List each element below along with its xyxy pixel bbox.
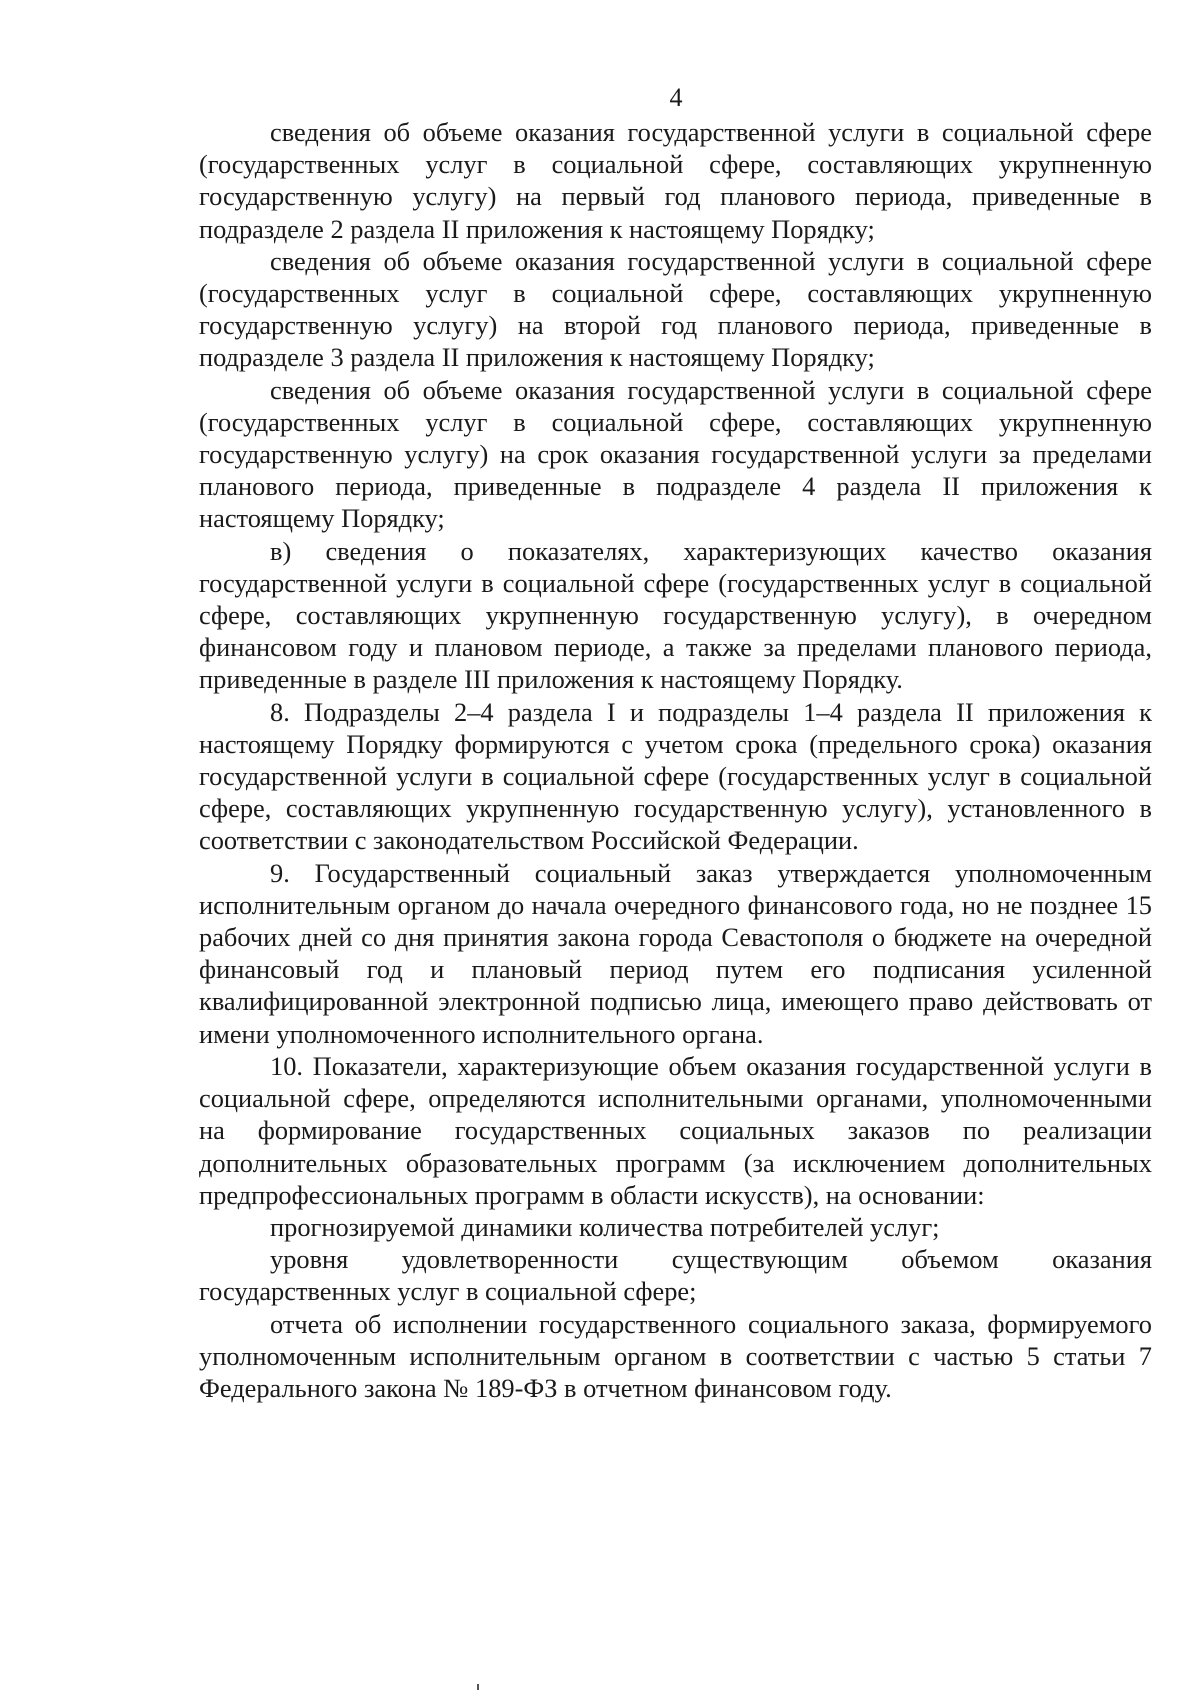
paragraph-item-8: 8. Подразделы 2–4 раздела I и подразделы 1–4 раздела II приложения к настоящему Порядку формируются с учетом срока (предельного срока) оказания государственной услуги в социальной сфере (государственных услуг в социальной сфере, составляющих укрупненную государственную услугу), установленного в соответствии с законодательством Российской Федерации.: [199, 696, 1152, 856]
scan-mark: [477, 1684, 479, 1690]
paragraph-item-10: 10. Показатели, характеризующие объем оказания государственной услуги в социальной сфере, определяются исполнительными органами, уполномоченными на формирование государственных социальных заказов по реализации дополнительных образовательных программ (за исключением дополнительных предпрофессиональных программ в области искусств), на основании:: [199, 1050, 1152, 1210]
paragraph-volume-second-year: сведения об объеме оказания государственной услуги в социальной сфере (государственных услуг в социальной сфере, составляющих укрупненную государственную услугу) на второй год планового периода, приведенные в подразделе 3 раздела II приложения к настоящему Порядку;: [199, 245, 1152, 373]
paragraph-volume-first-year: сведения об объеме оказания государственной услуги в социальной сфере (государственных услуг в социальной сфере, составляющих укрупненную государственную услугу) на первый год планового периода, приведенные в подразделе 2 раздела II приложения к настоящему Порядку;: [199, 117, 1152, 244]
page-number: 4: [669, 83, 683, 112]
paragraph-forecast-dynamics: прогнозируемой динамики количества потребителей услуг;: [270, 1211, 940, 1242]
paragraph-execution-report: отчета об исполнении государственного социального заказа, формируемого уполномоченным исполнительным органом в соответствии с частью 5 статьи 7 Федерального закона № 189-ФЗ в отчетном финансовом году.: [199, 1308, 1152, 1403]
paragraph-quality-indicators: в) сведения о показателях, характеризующих качество оказания государственной услуги в социальной сфере (государственных услуг в социальной сфере, составляющих укрупненную государственную услугу), в очередном финансовом году и плановом периоде, а также за пределами планового периода, приведенные в разделе III приложения к настоящему Порядку.: [199, 535, 1152, 695]
paragraph-volume-beyond-period: сведения об объеме оказания государственной услуги в социальной сфере (государственных услуг в социальной сфере, составляющих укрупненную государственную услугу) на срок оказания государственной услуги за пределами планового периода, приведенные в подразделе 4 раздела II приложения к настоящему Порядку;: [199, 374, 1152, 534]
paragraph-item-9: 9. Государственный социальный заказ утверждается уполномоченным исполнительным органом до начала очередного финансового года, но не позднее 15 рабочих дней со дня принятия закона города Севастополя о бюджете на очередной финансовый год и плановый период путем его подписания усиленной квалифицированной электронной подписью лица, имеющего право действовать от имени уполномоченного исполнительного органа.: [199, 857, 1152, 1049]
document-body: [199, 116, 1152, 1404]
paragraph-satisfaction-level: уровня удовлетворенности существующим объемом оказания государственных услуг в социальной сфере;: [199, 1244, 1152, 1307]
